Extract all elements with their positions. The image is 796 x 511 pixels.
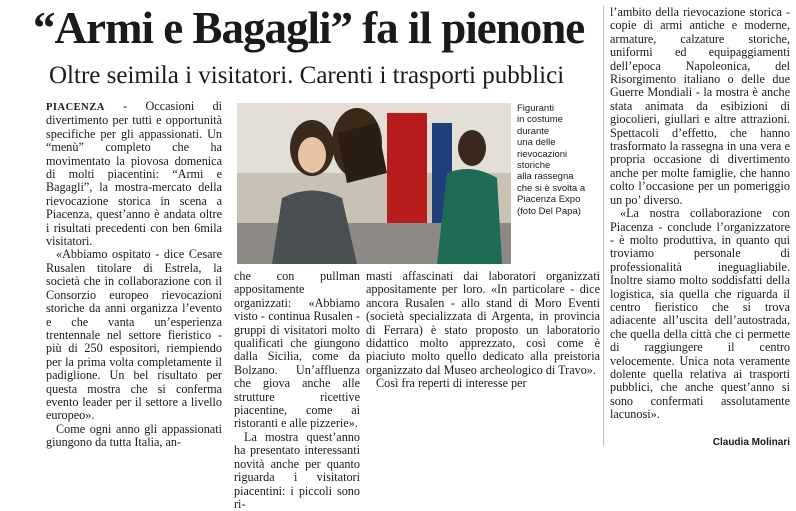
dateline: PIACENZA <box>46 102 105 113</box>
paragraph: - Occasioni di divertimento per tutti e opportunità specifiche per gli appassionati. Un “menù” completo che ha movimentato la piovosa domenica di molti piacentini: “Armi e Bagagli”, la mostra-mercato della rievocazione storica in scena a Piacenza, quest’anno è andata oltre i risultati precedenti con ben 6mila visitatori. <box>46 99 222 249</box>
caption-line: Piacenza Expo <box>517 194 581 206</box>
caption-line: storiche <box>517 160 551 172</box>
caption-line: rievocazioni <box>517 148 568 160</box>
paragraph: Così fra reperti di interesse per <box>376 376 527 391</box>
caption-line: Figuranti <box>517 103 554 114</box>
caption-line: durante <box>517 125 550 137</box>
caption-line: alla rassegna <box>517 171 574 183</box>
paragraph: l’ambito della rievocazione storica - copie di armi antiche e moderne, armature, calzature storiche, uniformi ed equipaggiamenti dell’epoca Napoleonica, del Risorgimento italiano o delle due Guerre Mondiali - la mostra è anche stata animata da esibizioni di giocolieri, giullari e altre attrazioni. Spettacoli d’effetto, che hanno trasformato la rassegna in una vera e propria occasione di divertimento anche per molte famiglie, che hanno colto l’occasione per un pomeriggio un po’ diverso. <box>610 5 790 207</box>
caption-line: in costume <box>517 114 563 126</box>
headline: “Armi e Bagagli” fa il pienone <box>33 3 585 53</box>
paragraph: masti affascinati dai laboratori organizzati appositamente per loro. «In particolare - dice ancora Rusalen - allo stand di Moro Eventi (società specializzata di Argenta, in provincia di Ferrara) è stato proposto un laboratorio didattico molto apprezzato, così come è piaciuto molto quello dedicato alla preistoria organizzato dal Museo archeologico di Travo». <box>366 269 600 377</box>
paragraph: che con pullman appositamente organizzati: «Abbiamo visto - continua Rusalen - gruppi di visitatori molto qualificati che giungono dalla Sicilia, come da Bolzano. Un’affluenza che giova anche alle strutture ricettive piacentine, come ai ristoranti e alle pizzerie». <box>234 269 360 431</box>
caption-line: che si è svolta a <box>517 182 586 194</box>
article-column-1 <box>46 100 222 450</box>
article-column-3 <box>366 270 600 450</box>
paragraph: Come ogni anno gli appassionati giungono da tutta Italia, an- <box>46 421 222 450</box>
paragraph: «Abbiamo ospitato - dice Cesare Rusalen titolare di Estrela, la società che in collaborazione con il Consorzio europeo rievocazioni storiche da anni organizza l’evento e che vanta un’esperienza trentennale nel settore fieristico - più di 250 espositori, riempiendo per la prima volta completamente il padiglione. Un bel risultato per questa mostra che si conferma evento leader per il settore a livello europeo». <box>46 247 222 423</box>
paragraph: La mostra quest’anno ha presentato interessanti novità anche per quanto riguarda i visitatori piacentini: i piccoli sono ri- <box>234 429 360 511</box>
photo <box>237 103 511 264</box>
photo-credit: (foto Del Papa) <box>517 205 581 217</box>
photo-caption <box>517 103 597 217</box>
article-column-2 <box>234 269 360 511</box>
byline: Claudia Molinari <box>712 437 790 448</box>
subheadline: Oltre seimila i visitatori. Carenti i trasporti pubblici <box>49 62 565 89</box>
article-column-4 <box>610 6 790 436</box>
caption-line: una delle <box>517 137 556 149</box>
photo-image <box>237 103 511 264</box>
paragraph: «La nostra collaborazione con Piacenza - conclude l’organizzatore - è molto produttiva, in quanto qui troviamo personale di professionalità ineguagliabile. Inoltre siamo molto soddisfatti della logistica, sia quella che riguarda il centro fieristico che si trova adiacente all’uscita dell’autostrada, che quella della città che ci permette di raggiungere il centro velocemente. Unica nota veramente dolente quella relativa ai trasporti pubblici, che anche quest’anno si sono confermati assolutamente lacunosi». <box>610 206 790 422</box>
column-divider <box>603 6 604 446</box>
